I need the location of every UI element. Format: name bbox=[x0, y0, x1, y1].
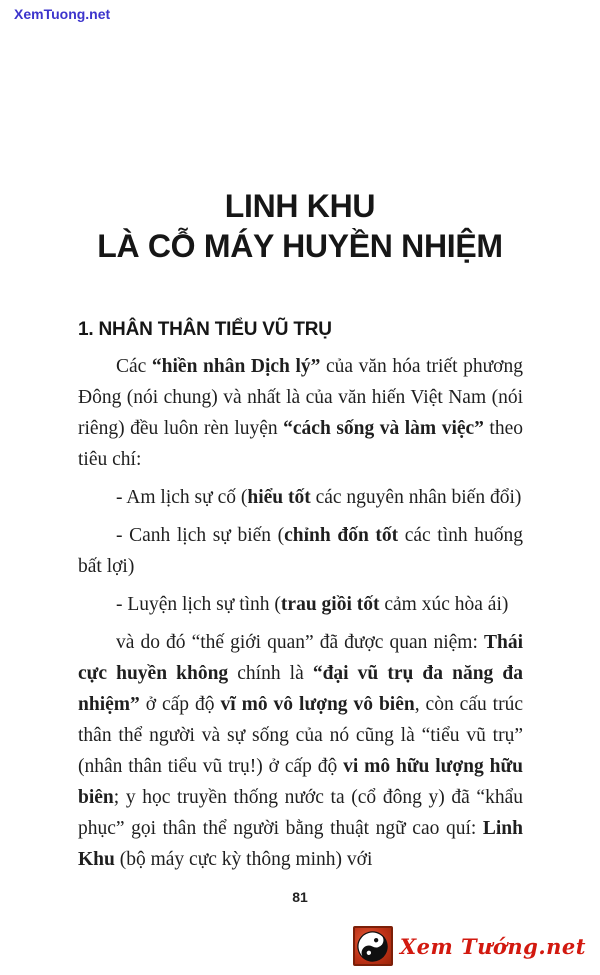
paragraph-bullet-1 bbox=[78, 482, 523, 513]
text-run: (bộ máy cực kỳ thông minh) với bbox=[114, 849, 373, 870]
paragraph-intro bbox=[78, 351, 523, 475]
bold-text-run: “cách sống và làm việc” bbox=[283, 418, 484, 439]
page-title bbox=[0, 186, 600, 266]
bold-text-run: Thái cực huyền không bbox=[78, 632, 523, 684]
text-run: - Luyện lịch sự tình ( bbox=[116, 594, 281, 615]
text-run: , còn cấu trúc thân thể người và sự sống của nó cũng là “tiểu vũ trụ” (nhân thân tiểu vũ trụ!) ở cấp độ bbox=[78, 694, 524, 777]
page-title-line1: LINH KHU bbox=[224, 188, 376, 224]
text-run: - Am lịch sự cố ( bbox=[116, 487, 248, 508]
text-run: theo tiêu chí: bbox=[78, 418, 524, 470]
footer-logo-text: Xem Tướng.net bbox=[399, 933, 586, 959]
text-run: và do đó “thế giới quan” đã được quan niệm: bbox=[116, 632, 484, 653]
text-run: ; y học truyền thống nước ta (cổ đông y) đã “khẩu phục” gọi thân thể người bằng thuật ngữ cao quí: bbox=[78, 787, 523, 839]
paragraph-body bbox=[78, 627, 523, 875]
paragraph-bullet-3 bbox=[78, 589, 523, 620]
text-run: các tình huống bất lợi) bbox=[78, 525, 523, 577]
bold-text-run: Linh Khu bbox=[78, 818, 523, 870]
bold-text-run: chỉnh đốn tốt bbox=[284, 525, 399, 546]
bold-text-run: hiểu tốt bbox=[247, 487, 311, 508]
body-text bbox=[78, 351, 523, 875]
watermark-link[interactable]: XemTuong.net bbox=[14, 6, 111, 22]
bold-text-run: “hiền nhân Dịch lý” bbox=[151, 356, 321, 377]
yin-yang-icon bbox=[353, 926, 393, 966]
bold-text-run: vĩ mô vô lượng vô biên bbox=[220, 694, 415, 715]
text-run: Các bbox=[116, 356, 152, 377]
bold-text-run: vi mô hữu lượng hữu biên bbox=[78, 756, 523, 808]
text-run: ở cấp độ bbox=[139, 694, 221, 715]
text-run: các nguyên nhân biến đổi) bbox=[310, 487, 522, 508]
text-run: - Canh lịch sự biến ( bbox=[116, 525, 285, 546]
paragraph-bullet-2 bbox=[78, 520, 523, 582]
text-run: chính là bbox=[228, 663, 313, 684]
text-run: cảm xúc hòa ái) bbox=[379, 594, 509, 615]
page-title-line2: LÀ CỖ MÁY HUYỀN NHIỆM bbox=[97, 228, 503, 264]
text-run: của văn hóa triết phương Đông (nói chung) và nhất là của văn hiến Việt Nam (nói riêng) đều luôn rèn luyện bbox=[78, 356, 523, 439]
bold-text-run: trau giồi tốt bbox=[280, 594, 380, 615]
section-heading: 1. NHÂN THÂN TIỂU VŨ TRỤ bbox=[78, 319, 332, 340]
footer-logo-link[interactable] bbox=[353, 926, 586, 966]
page-number: 81 bbox=[292, 889, 308, 905]
bold-text-run: “đại vũ trụ đa năng đa nhiệm” bbox=[78, 663, 523, 715]
